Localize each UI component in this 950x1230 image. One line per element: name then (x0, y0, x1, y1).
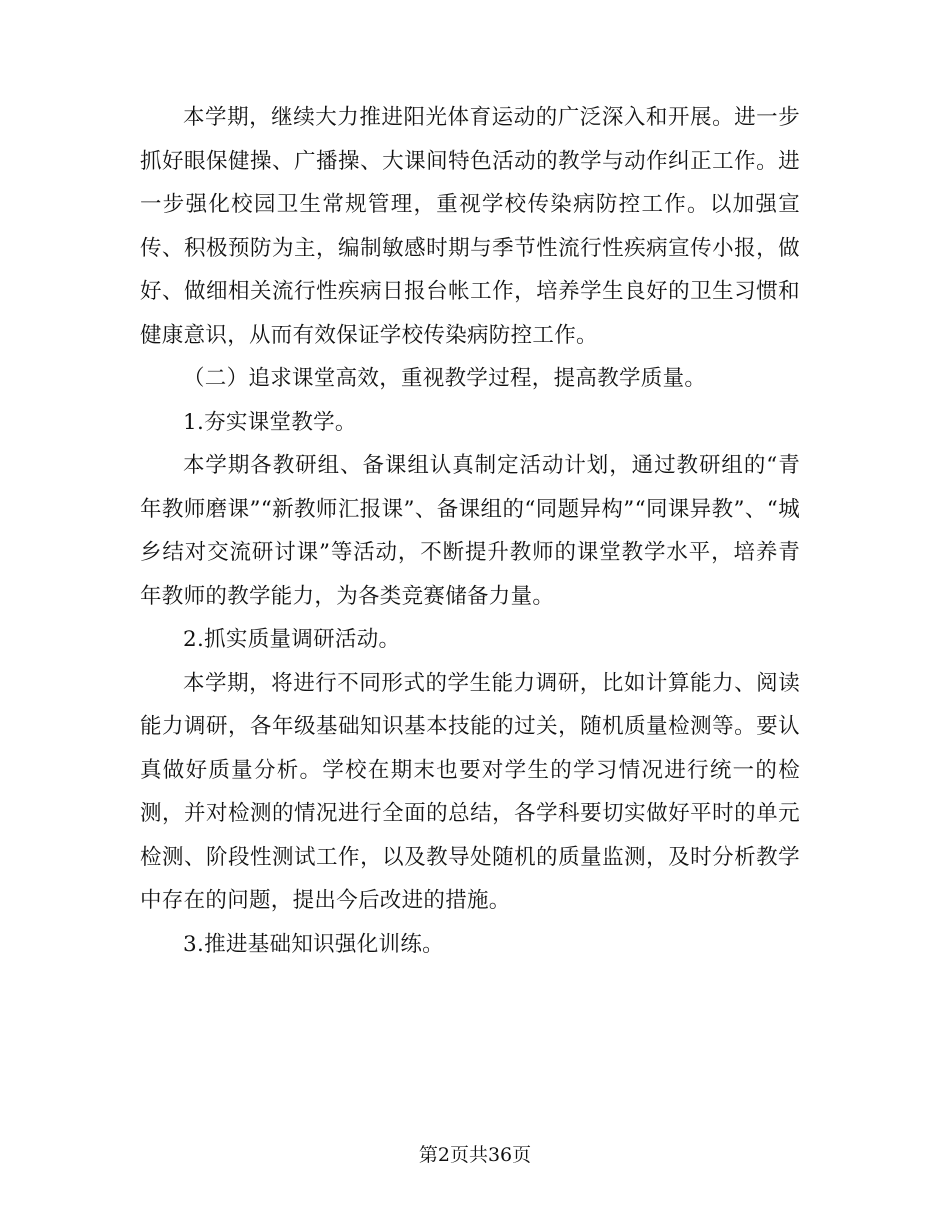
paragraph-quality-research: 本学期，将进行不同形式的学生能力调研，比如计算能力、阅读能力调研，各年级基础知识基本技能的过关，随机质量检测等。要认真做好质量分析。学校在期末也要对学生的学习情况进行统一的检测，并对检测的情况进行全面的总结，各学科要切实做好平时的单元检测、阶段性测试工作，以及教导处随机的质量监测，及时分析教学中存在的问题，提出今后改进的措施。 (140, 670, 800, 913)
page-number-footer: 第2页共36页 (418, 1144, 532, 1166)
subheading-classroom-teaching: 1.夯实课堂教学。 (183, 409, 357, 435)
subheading-quality-research: 2.抓实质量调研活动。 (183, 627, 401, 652)
paragraph-teaching-activities: 本学期各教研组、备课组认真制定活动计划，通过教研组的“青年教师磨课”“新教师汇报课”、备课组的“同题异构”“同课异教”、“城乡结对交流研讨课”等活动，不断提升教师的课堂教学水平，培养青年教师的教学能力，为各类竞赛储备力量。 (140, 453, 800, 609)
paragraph-sports-health: 本学期，继续大力推进阳光体育运动的广泛深入和开展。进一步抓好眼保健操、广播操、大课间特色活动的教学与动作纠正工作。进一步强化校园卫生常规管理，重视学校传染病防控工作。以加强宣传、积极预防为主，编制敏感时期与季节性流行性疾病宣传小报，做好、做细相关流行性疾病日报台帐工作，培养学生良好的卫生习惯和健康意识，从而有效保证学校传染病防控工作。 (140, 105, 800, 348)
document-body (140, 96, 800, 966)
subheading-basic-training: 3.推进基础知识强化训练。 (183, 931, 444, 957)
section-heading-classroom: （二）追求课堂高效，重视教学过程，提高教学质量。 (183, 366, 707, 391)
